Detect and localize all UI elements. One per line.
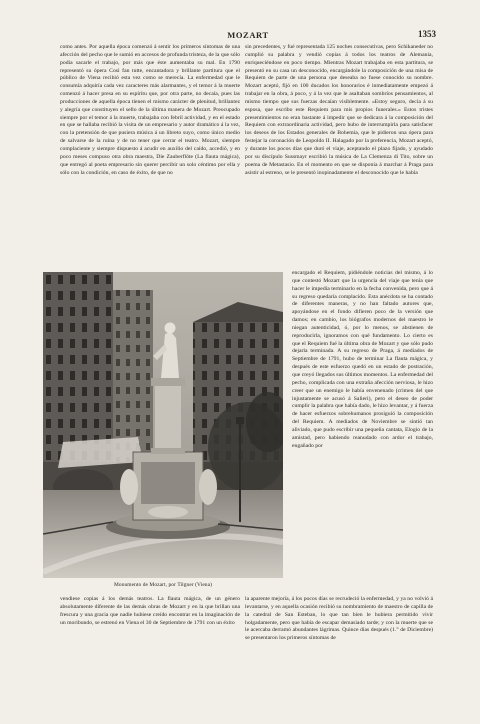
text-column-left-bottom xyxy=(60,596,240,678)
monument-photo xyxy=(43,272,283,578)
paragraph: sin precedentes, y fué representada 125 noches consecutivas, pero Schikaneder no cumplió su palabra y vendió copias á todos los teatros de Alemania, enriqueciéndose en poco tiempo. Mientras Mozart trabajaba en esta partitura, se presentó en su casa un desconocido, encargándole la composición de una misa de Requiem de parte de una persona que deseaba no fuese conocido su nombre. Mozart aceptó, fijó en 100 ducados los honorarios é inmediatamente empezó á trabajar en la obra, á poco, y á la vez que le asaltaban sombríos pensamientos, al mismo tiempo que sus fuerzas decaían visiblemente. «Estoy seguro, decía á su esposa, que escribo este Requiem para mis propios funerales.» Estos tristes presentimientos no eran bastante á impedir que se dedicara á la composición del Requiem con extraordinaria actividad, pero hubo de interrumpirla para satisfacer los deseos de los Estados generales de Bohemia, que le pidieron una ópera para festejar la coronación de Leopoldo II. Halagado por la preferencia, Mozart aceptó, y durante los pocos días que duró el viaje, aceptando el plazo fijado, y ayudado por su discípulo Sussmayr escribió la música de La Clemenza di Tito, sobre un poema de Metastasio. En el momento en que se disponía á marchar á Praga para asistir al estreno, se le presentó inopinadamente el desconocido que le había xyxy=(245,44,433,176)
text-column-left-top xyxy=(60,44,240,266)
text-column-right-top xyxy=(245,44,433,266)
paragraph: encargado el Requiem, pidiéndole noticias del mismo, á lo que contestó Mozart que la urgencia del viaje que tenía que hacer le impedía terminarlo en la fecha convenida, pero que á su regreso quedaría complacido. Esta anécdota se ha contado de diferentes maneras, y no han faltado autores que, apoyándose en el fondo difieren poco de la versión que damos; en cambio, los biógrafos modernos del maestro le niegan autenticidad, ó, por lo menos, se abstienen de reproducirla, ignoramos con qué fundamento. Lo cierto es que el Requiem fué la última obra de Mozart y que sólo pudo dejarla terminada. A su regreso de Praga, á mediados de Septiembre de 1791, hubo de terminar La flauta mágica, y después de este esfuerzo quedó en un estado de postración, que creyó llegados sus últimos momentos. La enfermedad del pecho, complicada con una extraña afección nerviosa, le hizo creer que un enemigo le había envenenado (crimen del que injustamente se acusó á Salieri), pero el deseo de poder cumplir la palabra que había dado, le hizo levantar, y á fuerza de hacer esfuerzos sobrehumanos prosiguió la composición del Requiem. A mediados de Noviembre se sintió tan aliviado, que pudo escribir una pequeña cantata, Elogio de la amistad, pero habiendo reanudado con ardor el trabajo, engañado por xyxy=(292,270,433,449)
paragraph: vendiese copias á los demás teatros. La flauta mágica, de un género absolutamente diferente de las demás obras de Mozart y en la que brillan una frescura y una gracia que nadie hubiese creído encontrar en la imaginación de un moribundo, se estrenó en Viena el 30 de Septiembre de 1791 con un éxito xyxy=(60,596,240,626)
page-number: 1353 xyxy=(418,29,436,39)
figure-caption: Monumento de Mozart, por Tilgner (Viena) xyxy=(114,582,212,588)
page-header xyxy=(60,30,436,42)
text-column-right-middle xyxy=(292,270,433,592)
paragraph: la aparente mejoría, á los pocos días se recrudeció la enfermedad, y ya no volvió á levantarse, y en aquella ocasión recibió su nombramiento de maestro de capilla de la catedral de San Esteban, lo que tan bien le hubiera permitido vivir holgadamente, pero que había de escapar demasiado tarde; y con la muerte que se le acercaba derramó abundantes lágrimas. Quince días después (1.° de Diciembre) se presentaron los primeros síntomas de xyxy=(245,596,433,642)
text-column-right-bottom xyxy=(245,596,433,678)
running-head: MOZART xyxy=(227,30,269,40)
paragraph: como antes. Por aquella época comenzó á sentir los primeros síntomas de una afección del pecho que le sumió en accesos de profunda tristeza, de la que sólo podía sacarle el trabajo, por más que éste aumentaba su mal. En 1790 representó su ópera Così fan tutte, encantadora y brillante partitura que el público de Viena recibió esta vez como se merecía. La enfermedad que le consumía adquiría cada vez caracteres más alarmantes, y el temor á la muerte comenzó á hacer presa en su espíritu que, por otra parte, no decaía, pues las producciones de aquella época tienen el mismo carácter de plenitud, brillantez y alegría que constituyen el sello de la última manera de Mozart. Preocupado siempre por el temor á la muerte, trabajaba con febril actividad, y en el estado en que se hallaba recibió la visita de un empresario y autor dramático á la vez, con la pretensión de que pusiera música á un libreto suyo, como único medio de salvarse de la ruina y de no tener que cerrar el teatro. Mozart, siempre complaciente y siempre dispuesto á acudir en auxilio del caído, accedió, y en poco meses compuso otra obra maestra, Die Zauberflöte (La flauta mágica), que entregó al poeta empresario sin querer percibir un solo céntimo por ella y sólo con la condición, en caso de éxito, de que no xyxy=(60,44,240,176)
